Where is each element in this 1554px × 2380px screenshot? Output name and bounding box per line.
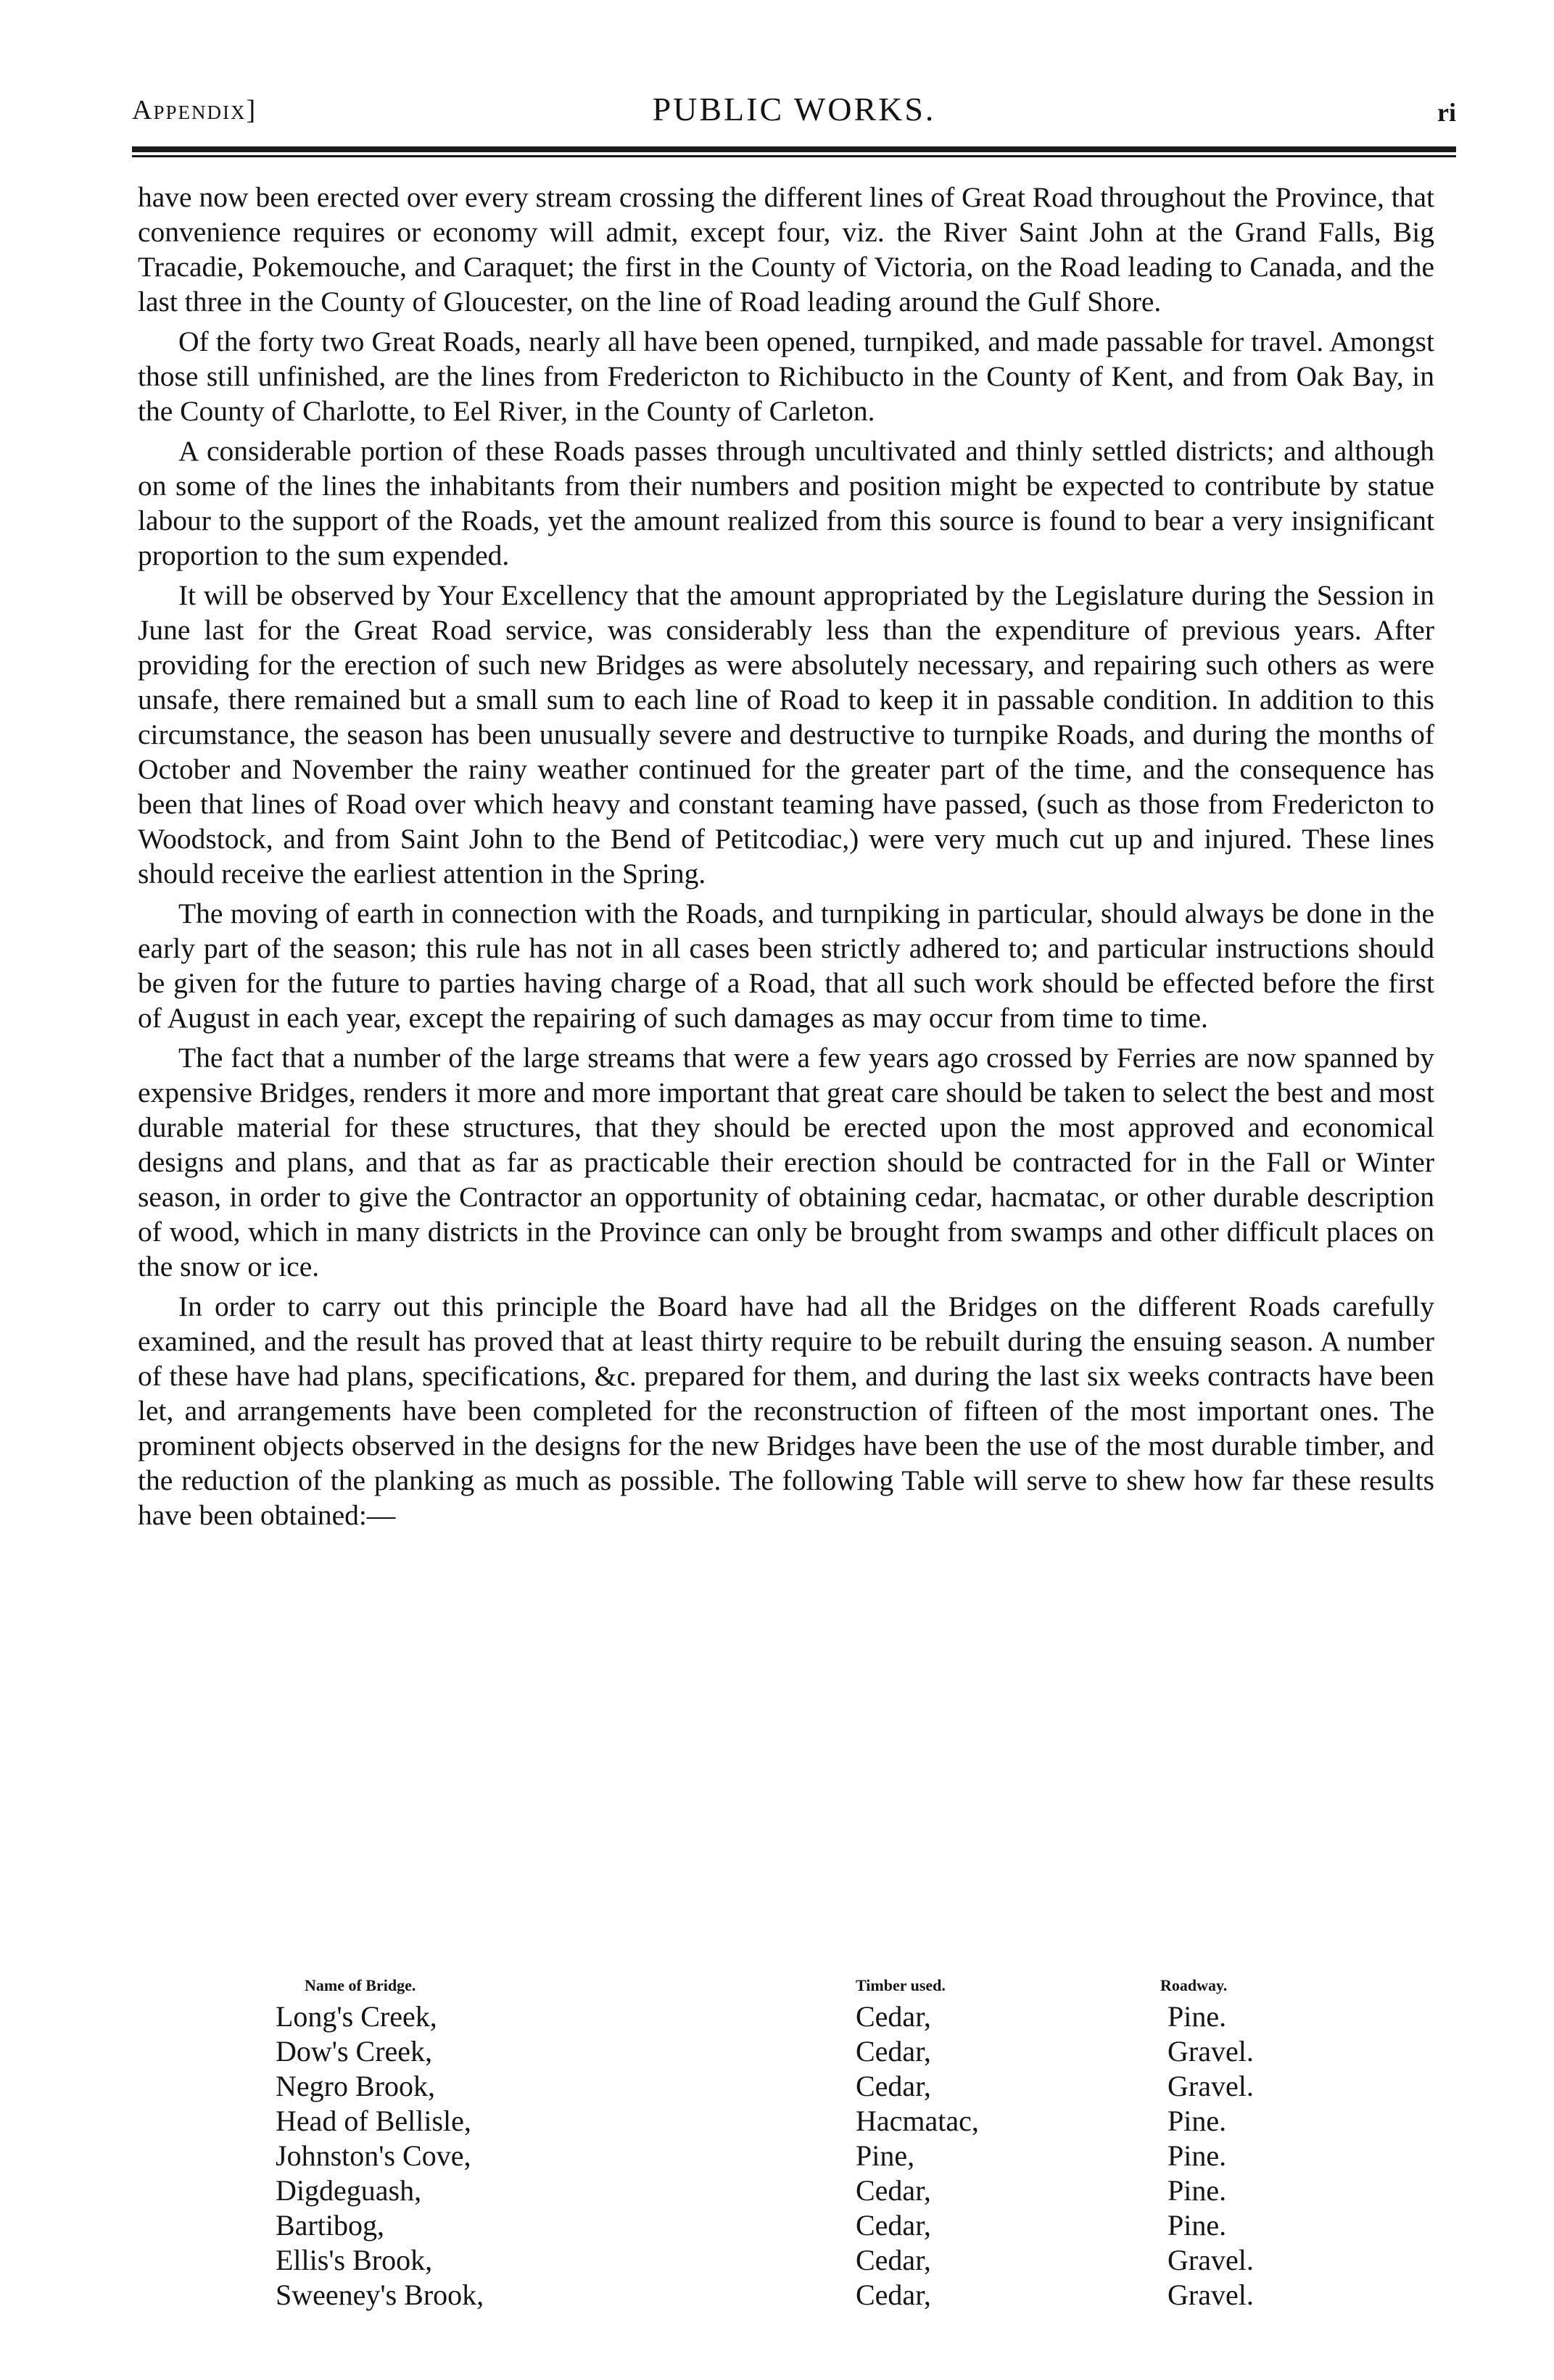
bridge-name: Negro Brook, [276, 2070, 435, 2102]
roadway: Gravel. [1167, 2244, 1254, 2276]
paragraph: The fact that a number of the large streams that were a few years ago crossed by Ferries are now spanned by expensive Bridges, renders it more and more important that great care should be taken to select the best and most durable material for these structures, that they should be erected upon the most approved and economical designs and plans, and that as far as practicable their erection should be contracted for in the Fall or Winter season, in order to give the Contractor an opportunity of obtaining cedar, hacmatac, or other durable description of wood, which in many districts in the Province can only be brought from swamps and other difficult places on the snow or ice. [138, 1042, 1434, 1282]
roadway: Gravel. [1167, 2070, 1254, 2102]
table-row [276, 2139, 1327, 2173]
roadway: Pine. [1167, 2105, 1227, 2137]
timber-used: Cedar, [856, 2070, 931, 2102]
paragraph: In order to carry out this principle the Board have had all the Bridges on the different Roads carefully examined, and the result has proved that at least thirty require to be rebuilt during the ensuing season. A number of these have had plans, specifications, &c. prepared for them, and during the last six weeks contracts have been let, and arrangements have been completed for the reconstruction of fifteen of the most important ones. The prominent objects observed in the designs for the new Bridges have been the use of the most durable timber, and the reduction of the planking as much as possible. The following Table will serve to shew how far these results have been obtained:— [138, 1290, 1434, 1531]
bridge-table [276, 1970, 1327, 2313]
page-number: ri [1437, 98, 1456, 127]
paragraph: The moving of earth in connection with the Roads, and turnpiking in particular, should always be done in the early part of the season; this rule has not in all cases been strictly adhered to; and particular instructions should be given for the future to parties having charge of a Road, that all such work should be effected before the first of August in each year, except the repairing of such damages as may occur from time to time. [138, 897, 1434, 1034]
paragraph: A considerable portion of these Roads passes through uncultivated and thinly settled districts; and although on some of the lines the inhabitants from their numbers and position might be expected to contribute by statue labour to the support of the Roads, yet the amount realized from this source is found to bear a very insignificant proportion to the sum expended. [138, 435, 1434, 571]
bridge-name: Bartibog, [276, 2209, 384, 2242]
roadway: Pine. [1167, 2174, 1227, 2207]
paragraph: Of the forty two Great Roads, nearly all have been opened, turnpiked, and made passable for travel. Amongst those still unfinished, are the lines from Fredericton to Richibucto in the County of Kent, and from Oak Bay, in the County of Charlotte, to Eel River, in the County of Carleton. [138, 326, 1434, 427]
bridge-name: Dow's Creek, [276, 2035, 433, 2068]
timber-used: Cedar, [856, 2279, 931, 2311]
timber-used: Pine, [856, 2139, 915, 2172]
timber-used: Cedar, [856, 2209, 931, 2242]
table-row [276, 2069, 1327, 2104]
roadway: Pine. [1167, 2139, 1227, 2172]
bridge-name: Ellis's Brook, [276, 2244, 433, 2276]
timber-used: Hacmatac, [856, 2105, 979, 2137]
bridge-name: Long's Creek, [276, 2000, 437, 2033]
roadway: Pine. [1167, 2209, 1227, 2242]
table-header-row [276, 1970, 1327, 1999]
roadway: Gravel. [1167, 2035, 1254, 2068]
paragraph: It will be observed by Your Excellency that the amount appropriated by the Legislature during the Session in June last for the Great Road service, was considerably less than the expenditure of previous years. After providing for the erection of such new Bridges as were absolutely necessary, and repairing such others as were unsafe, there remained but a small sum to each line of Road to keep it in passable condition. In addition to this circumstance, the season has been unusually severe and destructive to turnpike Roads, and during the months of October and November the rainy weather continued for the greater part of the time, and the consequence has been that lines of Road over which heavy and constant teaming have passed, (such as those from Fredericton to Woodstock, and from Saint John to the Bend of Petitcodiac,) were very much cut up and injured. These lines should receive the earliest attention in the Spring. [138, 579, 1434, 890]
bridge-name: Johnston's Cove, [276, 2139, 471, 2172]
header-rule-thick [132, 146, 1456, 152]
table-row [276, 2208, 1327, 2243]
header-title: PUBLIC WORKS. [652, 91, 936, 128]
bridge-name: Head of Bellisle, [276, 2105, 471, 2137]
column-header-roadway: Roadway. [1160, 1976, 1228, 1994]
table-row [276, 2104, 1327, 2139]
timber-used: Cedar, [856, 2000, 931, 2033]
header-section-label: Appendix] [132, 95, 257, 125]
table-row [276, 2034, 1327, 2069]
table-row [276, 2278, 1327, 2313]
roadway: Gravel. [1167, 2279, 1254, 2311]
timber-used: Cedar, [856, 2244, 931, 2276]
table-row [276, 2243, 1327, 2278]
page-header [132, 86, 1456, 136]
header-rule-thin [132, 155, 1456, 157]
timber-used: Cedar, [856, 2035, 931, 2068]
table-row [276, 2173, 1327, 2208]
bridge-name: Sweeney's Brook, [276, 2279, 484, 2311]
roadway: Pine. [1167, 2000, 1227, 2033]
column-header-bridge: Name of Bridge. [305, 1976, 416, 1994]
timber-used: Cedar, [856, 2174, 931, 2207]
column-header-timber: Timber used. [856, 1976, 946, 1994]
bridge-name: Digdeguash, [276, 2174, 422, 2207]
table-row [276, 1999, 1327, 2034]
body-text [138, 180, 1434, 1538]
paragraph: have now been erected over every stream crossing the different lines of Great Road throughout the Province, that convenience requires or economy will admit, except four, viz. the River Saint John at the Grand Falls, Big Tracadie, Pokemouche, and Caraquet; the first in the County of Victoria, on the Road leading to Canada, and the last three in the County of Gloucester, on the line of Road leading around the Gulf Shore. [138, 181, 1434, 318]
